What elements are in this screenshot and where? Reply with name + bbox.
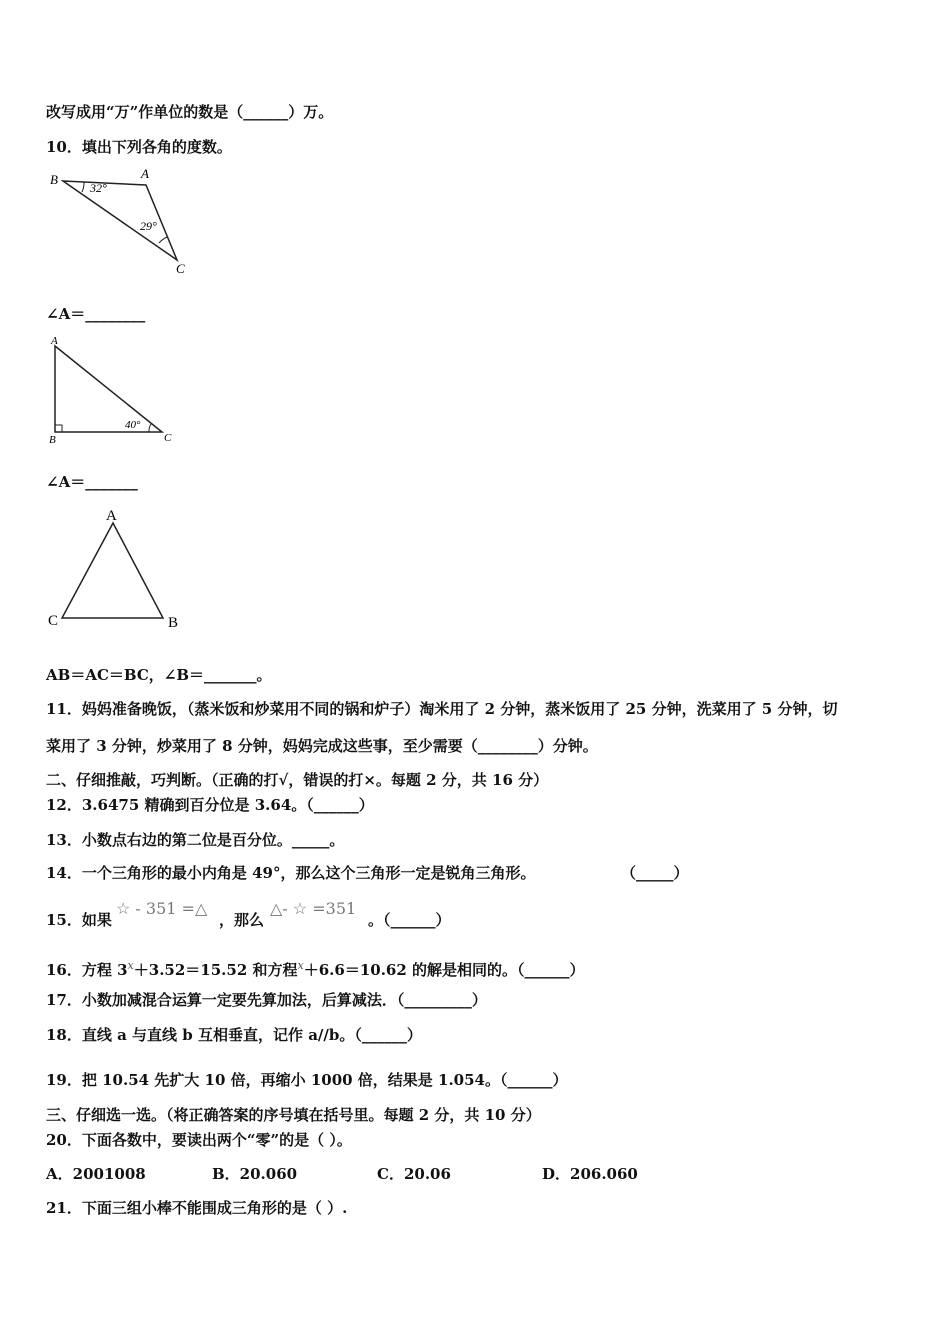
q20-title: 20．下面各数中，要读出两个“零”的是（ ）。 xyxy=(46,1131,352,1149)
triangle-3-shape xyxy=(62,523,163,618)
q20-options xyxy=(46,1164,746,1184)
angle-c-arc xyxy=(159,237,167,243)
q15-formula-2: △- ☆ =351 xyxy=(270,899,357,918)
right-angle-mark xyxy=(55,425,62,432)
q10-blank-3: AB＝AC＝BC，∠B＝_______。 xyxy=(46,666,272,684)
q20-option-b[interactable]: B．20.060 xyxy=(212,1165,298,1183)
q16-part-3: ＋6.6＝10.62 的解是相同的。（______） xyxy=(303,961,585,979)
q21: 21．下面三组小棒不能围成三角形的是（ ）. xyxy=(46,1199,348,1217)
label-a: A xyxy=(141,166,149,181)
triangle-2-shape xyxy=(55,346,162,432)
q20-option-d[interactable]: D．206.060 xyxy=(542,1165,638,1183)
q9-tail: 改写成用“万”作单位的数是（______）万。 xyxy=(46,103,334,121)
label-c: C xyxy=(176,261,185,276)
q20-option-a[interactable]: A．2001008 xyxy=(46,1165,146,1183)
angle-b-value: 32° xyxy=(90,181,107,195)
q16-part-2: ＋3.52＝15.52 和方程 xyxy=(133,961,298,979)
label-a-2: A xyxy=(51,335,58,347)
q17: 17．小数加减混合运算一定要先算加法，后算减法．（_________） xyxy=(46,991,487,1009)
section-3-heading: 三、仔细选一选。（将正确答案的序号填在括号里。每题 2 分，共 10 分） xyxy=(46,1106,541,1124)
section-2-heading: 二、仔细推敲，巧判断。（正确的打√，错误的打×。每题 2 分，共 16 分） xyxy=(46,771,549,789)
q15-middle: ，那么 xyxy=(219,911,265,929)
q16-part-1: 16．方程 3 xyxy=(46,961,128,979)
q14-text: 14．一个三角形的最小内角是 49°，那么这个三角形一定是锐角三角形。 xyxy=(46,864,536,882)
q13: 13．小数点右边的第二位是百分位。_____。 xyxy=(46,831,345,849)
angle-b-arc xyxy=(82,182,84,192)
q16 xyxy=(46,956,585,980)
q10-triangle-3 xyxy=(40,503,200,633)
q12: 12．3.6475 精确到百分位是 3.64。（______） xyxy=(46,796,374,814)
angle-c-value: 29° xyxy=(140,219,157,233)
angle-c-value-2: 40° xyxy=(125,419,141,431)
q10-triangle-2 xyxy=(46,333,186,448)
label-c-3: C xyxy=(48,613,59,629)
q11-line-2: 菜用了 3 分钟，炒菜用了 8 分钟，妈妈完成这些事，至少需要（________）分钟。 xyxy=(46,737,598,755)
label-c-2: C xyxy=(164,432,172,444)
angle-c-arc-2 xyxy=(149,424,151,432)
q15-suffix: 。（______） xyxy=(368,911,451,929)
q19: 19．把 10.54 先扩大 10 倍，再缩小 1000 倍，结果是 1.054。（______） xyxy=(46,1071,568,1089)
label-b-2: B xyxy=(49,434,56,446)
q10-triangle-1 xyxy=(46,165,196,277)
q10-title: 10．填出下列各角的度数。 xyxy=(46,138,232,156)
q10-blank-2: ∠A＝_______ xyxy=(46,473,138,491)
q11-line-1: 11．妈妈准备晚饭，（蒸米饭和炒菜用不同的锅和炉子）淘米用了 2 分钟，蒸米饭用了 25 分钟，洗菜用了 5 分钟，切 xyxy=(46,700,838,718)
label-b-3: B xyxy=(168,615,179,631)
q16-var-x-1: x xyxy=(127,959,134,972)
q14 xyxy=(46,863,689,883)
label-a-3: A xyxy=(106,508,117,524)
triangle-1-shape xyxy=(63,181,177,260)
q18: 18．直线 a 与直线 b 互相垂直，记作 a//b。（______） xyxy=(46,1026,422,1044)
q15-formula-1: ☆ - 351 =△ xyxy=(116,899,208,918)
label-b: B xyxy=(50,172,58,187)
q16-var-x-2: x xyxy=(297,959,304,972)
q15-prefix: 15．如果 xyxy=(46,911,112,929)
q20-option-c[interactable]: C．20.06 xyxy=(377,1165,451,1183)
q10-blank-1: ∠A＝________ xyxy=(46,305,146,323)
q14-blank: （_____） xyxy=(621,864,689,882)
